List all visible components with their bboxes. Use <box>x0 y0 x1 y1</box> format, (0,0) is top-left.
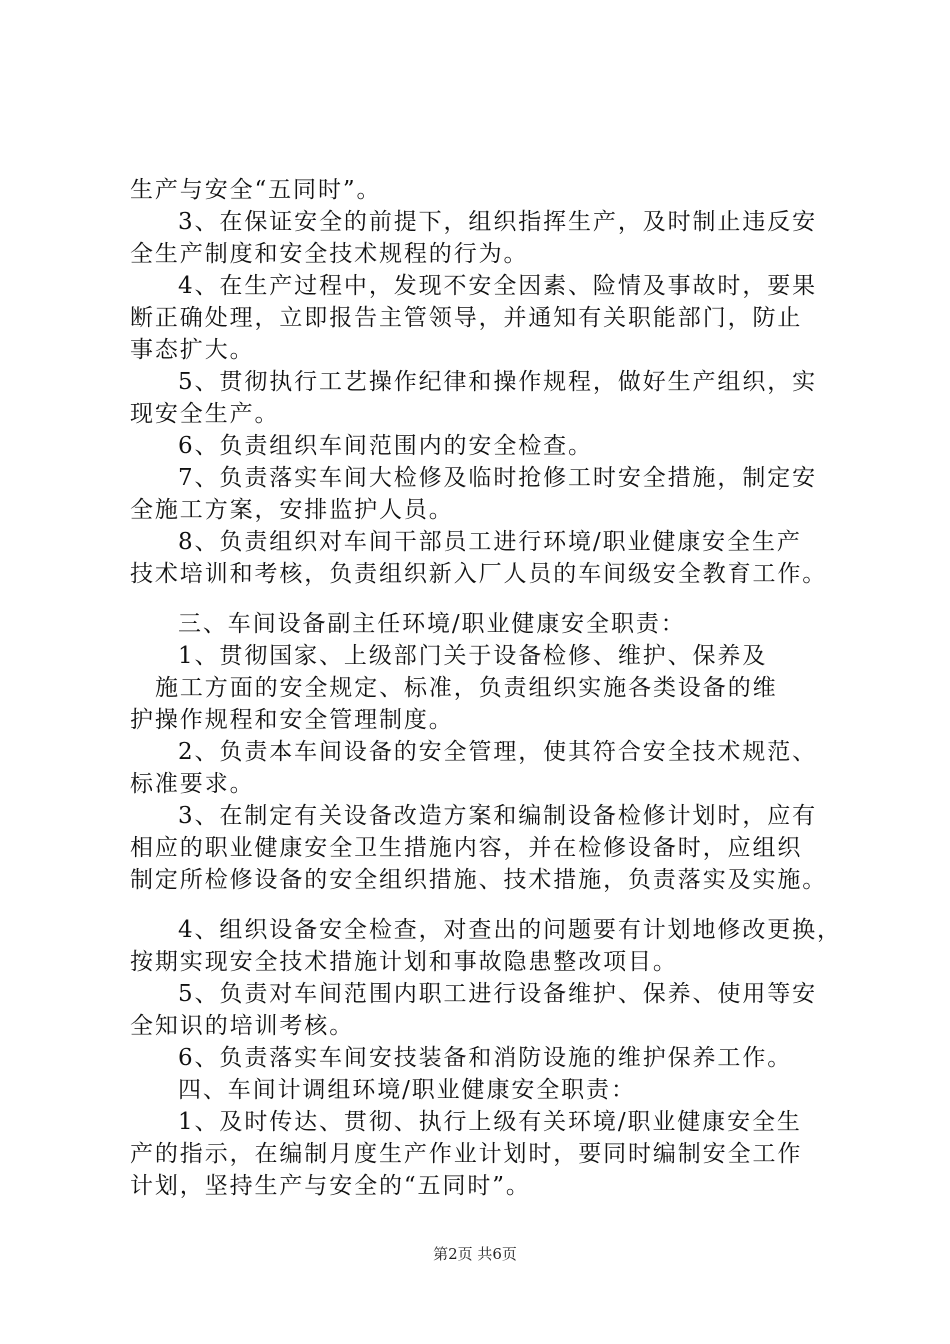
text-line: 全施工方案，安排监护人员。 <box>130 497 454 523</box>
text-line: 施工方面的安全规定、标准，负责组织实施各类设备的维 <box>155 675 778 701</box>
text-line: 事态扩大。 <box>130 337 255 363</box>
text-line: 护操作规程和安全管理制度。 <box>130 707 454 733</box>
text-line: 按期实现安全技术措施计划和事故隐患整改项目。 <box>130 949 678 975</box>
text-line: 断正确处理，立即报告主管领导，并通知有关职能部门，防止 <box>130 305 803 331</box>
text-line: 现安全生产。 <box>130 401 280 427</box>
text-line: 7、负责落实车间大检修及临时抢修工时安全措施，制定安 <box>178 465 818 491</box>
text-line: 2、负责本车间设备的安全管理，使其符合安全技术规范、 <box>178 739 818 765</box>
text-line: 3、在制定有关设备改造方案和编制设备检修计划时，应有 <box>178 803 818 829</box>
text-line: 技术培训和考核，负责组织新入厂人员的车间级安全教育工作。 <box>130 561 828 587</box>
section-heading: 四、车间计调组环境/职业健康安全职责： <box>178 1077 636 1103</box>
text-line: 6、负责组织车间范围内的安全检查。 <box>178 433 593 459</box>
page-number-footer: 第2页 共6页 <box>433 1245 517 1263</box>
text-line: 3、在保证安全的前提下，组织指挥生产，及时制止违反安 <box>178 209 818 235</box>
text-line: 4、在生产过程中，发现不安全因素、险情及事故时，要果 <box>178 273 818 299</box>
text-line: 全知识的培训考核。 <box>130 1013 355 1039</box>
text-line: 制定所检修设备的安全组织措施、技术措施，负责落实及实施。 <box>130 867 828 893</box>
text-line: 5、负责对车间范围内职工进行设备维护、保养、使用等安 <box>178 981 818 1007</box>
text-line: 生产与安全“五同时”。 <box>130 177 382 203</box>
text-line: 4、组织设备安全检查，对查出的问题要有计划地修改更换， <box>178 917 842 943</box>
text-line: 1、贯彻国家、上级部门关于设备检修、维护、保养及 <box>178 643 768 669</box>
text-line: 相应的职业健康安全卫生措施内容，并在检修设备时，应组织 <box>130 835 803 861</box>
text-line: 5、贯彻执行工艺操作纪律和操作规程，做好生产组织，实 <box>178 369 818 395</box>
text-line: 8、负责组织对车间干部员工进行环境/职业健康安全生产 <box>178 529 802 555</box>
text-line: 标准要求。 <box>130 771 255 797</box>
text-line: 1、及时传达、贯彻、执行上级有关环境/职业健康安全生 <box>178 1109 802 1135</box>
text-line: 产的指示，在编制月度生产作业计划时，要同时编制安全工作 <box>130 1141 803 1167</box>
section-heading: 三、车间设备副主任环境/职业健康安全职责： <box>178 611 686 637</box>
text-line: 6、负责落实车间安技装备和消防设施的维护保养工作。 <box>178 1045 793 1071</box>
text-line: 全生产制度和安全技术规程的行为。 <box>130 241 529 267</box>
text-line: 计划，坚持生产与安全的“五同时”。 <box>130 1173 531 1199</box>
